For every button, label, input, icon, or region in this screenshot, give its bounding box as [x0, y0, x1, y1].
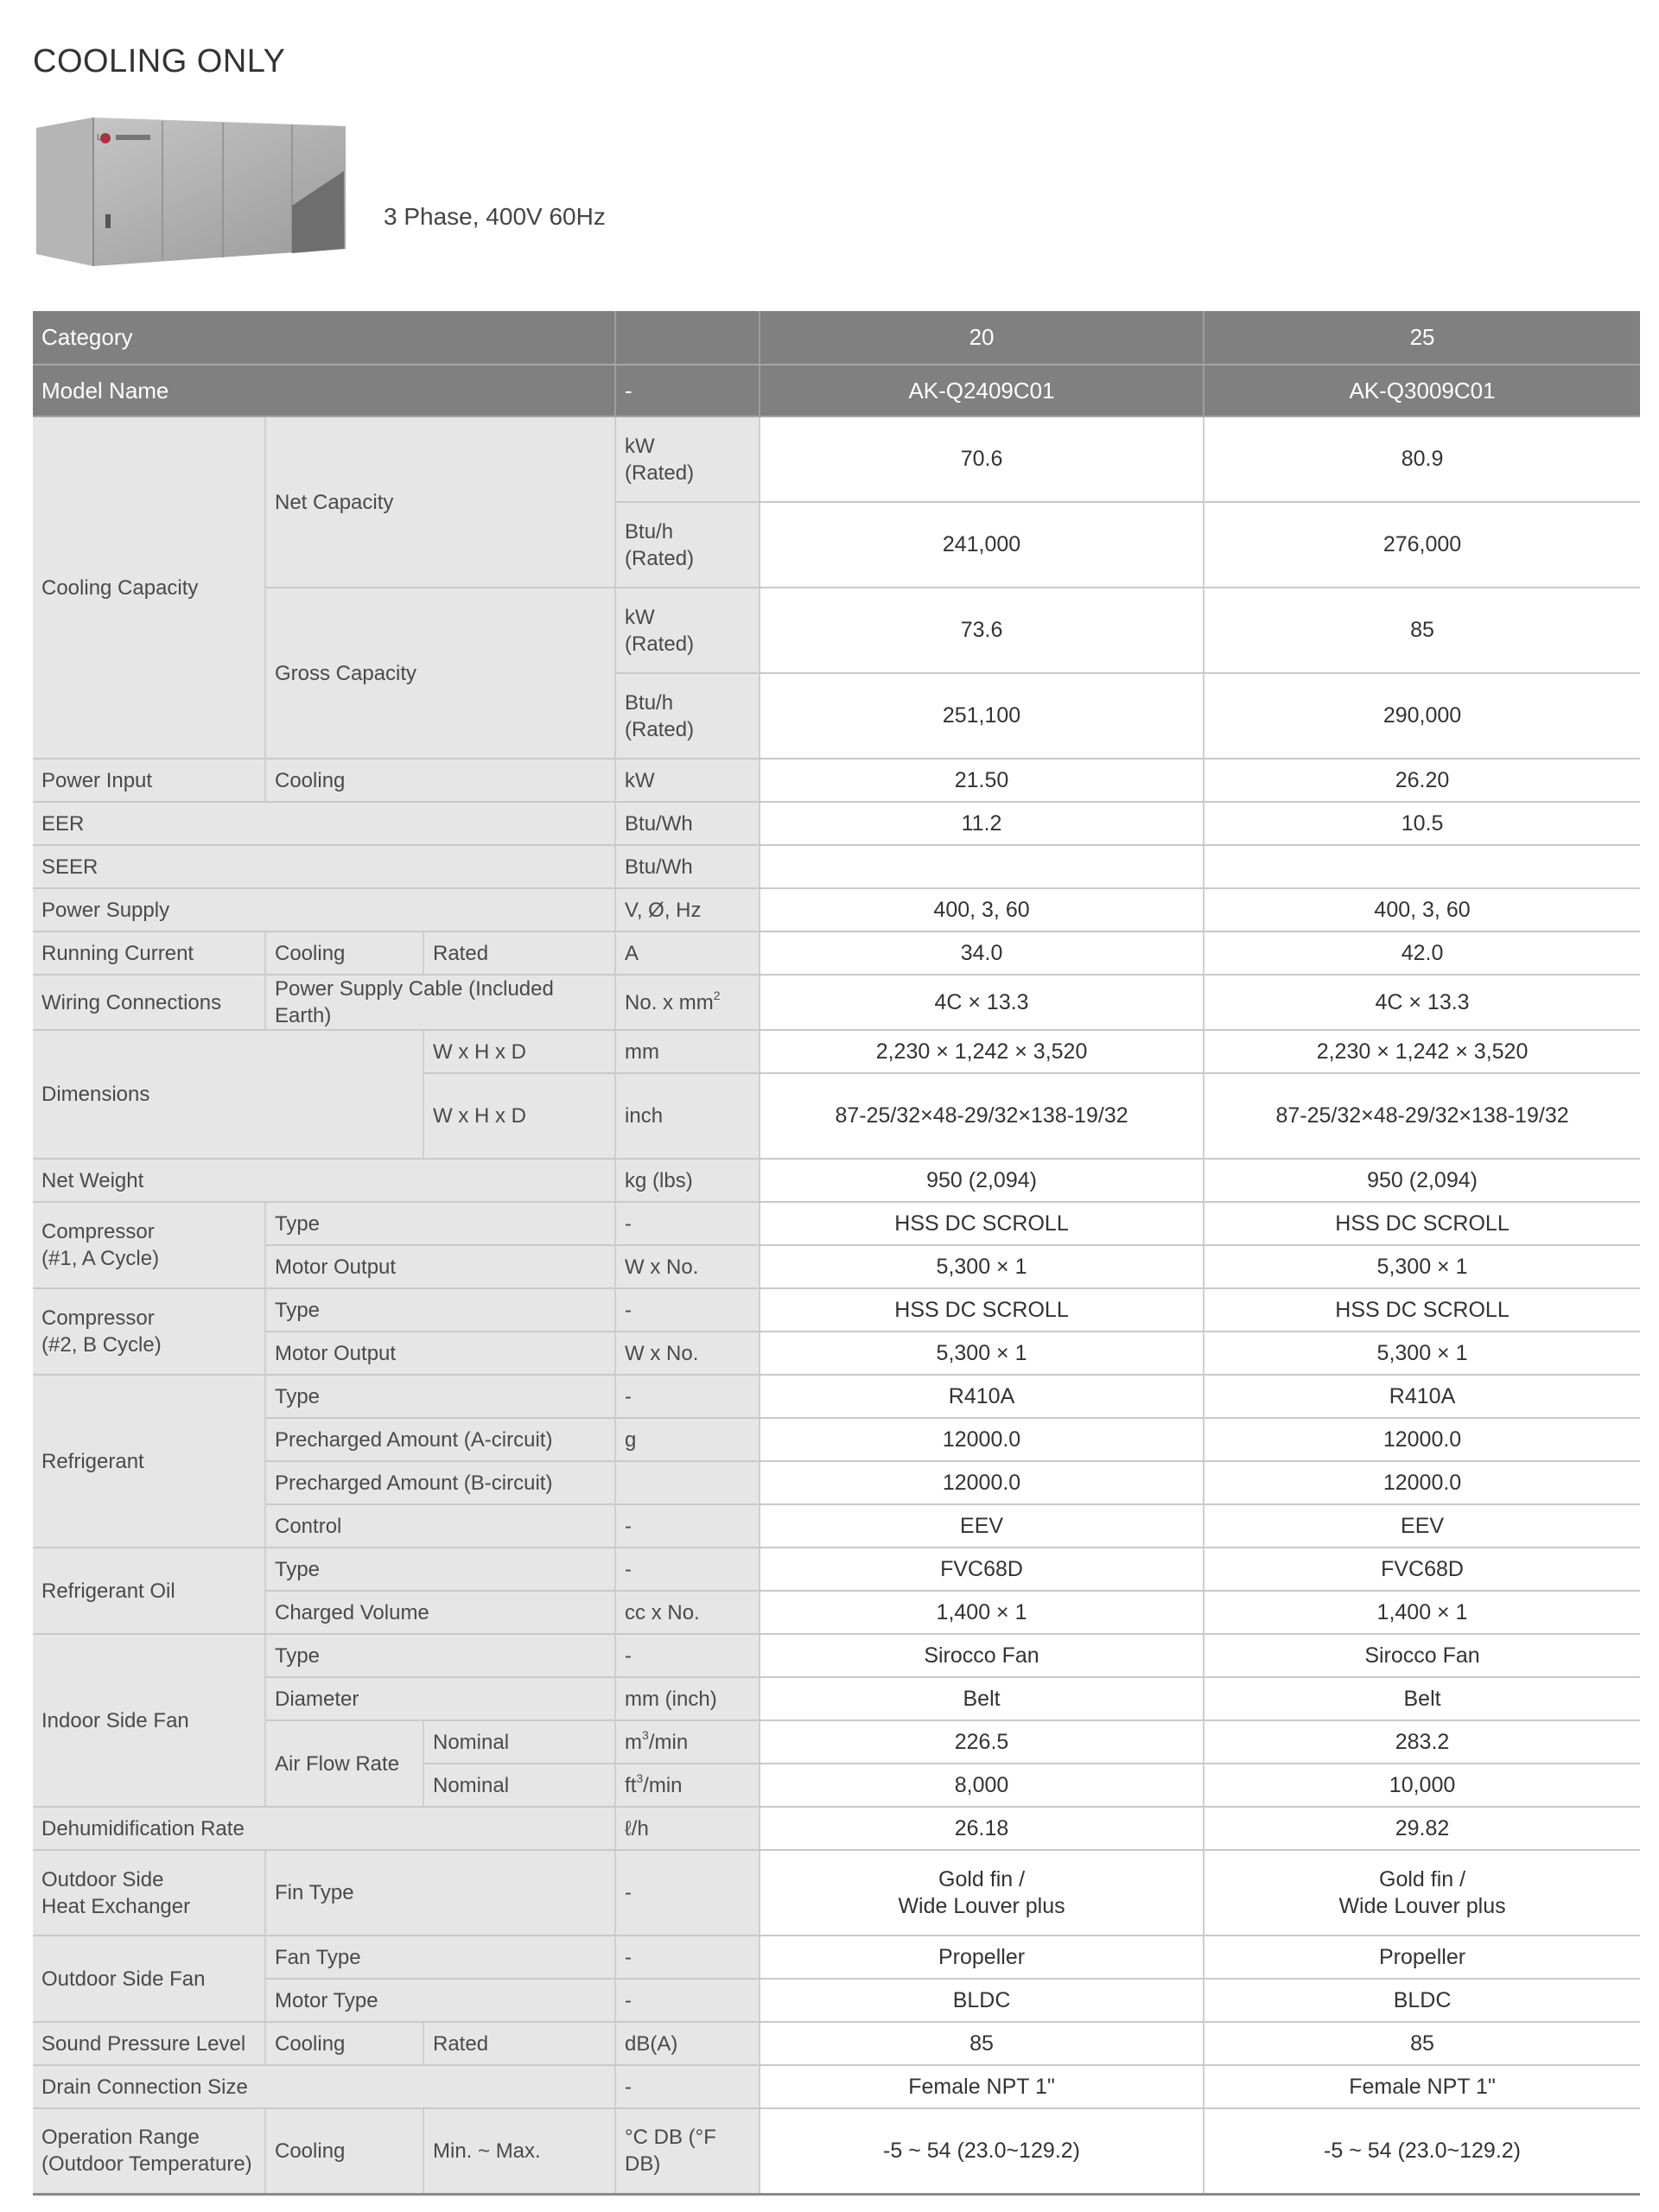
cell: -5 ~ 54 (23.0~129.2): [1204, 2108, 1640, 2194]
row-unit: [615, 1461, 760, 1504]
cell: Gold fin / Wide Louver plus: [1204, 1850, 1640, 1936]
table-row: [33, 802, 1640, 845]
unit-kw: kW (Rated): [615, 588, 760, 673]
row-sub2: Nominal: [423, 1764, 615, 1807]
cell: 12000.0: [760, 1461, 1204, 1504]
row-unit: -: [615, 1634, 760, 1677]
cell: 80.9: [1204, 416, 1640, 502]
row-unit: Btu/Wh: [615, 845, 760, 888]
cell: 290,000: [1204, 673, 1640, 759]
cell: [1204, 845, 1640, 888]
cell: 5,300 × 1: [1204, 1245, 1640, 1288]
cell: 5,300 × 1: [760, 1245, 1204, 1288]
table-row: [33, 1677, 1640, 1720]
row-unit: $ft^3/\min$: [615, 1764, 760, 1807]
row-unit: ℓ/h: [615, 1807, 760, 1850]
row-sub2: Rated: [423, 2022, 615, 2065]
row-unit: g: [615, 1418, 760, 1461]
capacity-25: 25: [1204, 311, 1640, 365]
row-label: Wiring Connections: [33, 975, 265, 1030]
cell: Female NPT 1": [760, 2065, 1204, 2108]
row-unit: $m^3/\min$: [615, 1720, 760, 1764]
cell: 11.2: [760, 802, 1204, 845]
row-label: Dimensions: [33, 1030, 423, 1159]
cell: Belt: [760, 1677, 1204, 1720]
table-row: [33, 1634, 1640, 1677]
row-sub: Cooling: [265, 2108, 423, 2194]
cell: 2,230 × 1,242 × 3,520: [1204, 1030, 1640, 1073]
row-sub: Air Flow Rate: [265, 1720, 423, 1807]
row-sub: Type: [265, 1288, 615, 1332]
cell: 400, 3, 60: [1204, 888, 1640, 931]
row-label: Refrigerant Oil: [33, 1548, 265, 1634]
row-label: Compressor (#2, B Cycle): [33, 1288, 265, 1375]
table-row: [33, 1245, 1640, 1288]
cell: 87-25/32×48-29/32×138-19/32: [760, 1073, 1204, 1159]
cell: 2,230 × 1,242 × 3,520: [760, 1030, 1204, 1073]
table-row: [33, 1720, 1640, 1764]
table-row: [33, 1461, 1640, 1504]
row-label: Power Supply: [33, 888, 615, 931]
row-sub: Motor Output: [265, 1332, 615, 1375]
row-unit: -: [615, 1850, 760, 1936]
cell: 87-25/32×48-29/32×138-19/32: [1204, 1073, 1640, 1159]
power-spec: 3 Phase, 400V 60Hz: [384, 203, 606, 230]
cell: 85: [760, 2022, 1204, 2065]
model-label: Model Name: [33, 365, 615, 416]
row-unit: -: [615, 1936, 760, 1979]
row-sub: W x H x D: [423, 1030, 615, 1073]
row-sub2: Rated: [423, 931, 615, 975]
cell: 1,400 × 1: [1204, 1591, 1640, 1634]
cell: BLDC: [1204, 1979, 1640, 2022]
cell: 251,100: [760, 673, 1204, 759]
cell: R410A: [1204, 1375, 1640, 1418]
table-row: [33, 1332, 1640, 1375]
row-sub: Control: [265, 1504, 615, 1548]
row-unit: dB(A): [615, 2022, 760, 2065]
cell: FVC68D: [1204, 1548, 1640, 1591]
cell: 26.20: [1204, 759, 1640, 802]
cell: 10,000: [1204, 1764, 1640, 1807]
cell: Sirocco Fan: [1204, 1634, 1640, 1677]
cell: 5,300 × 1: [760, 1332, 1204, 1375]
cell: BLDC: [760, 1979, 1204, 2022]
model-2: AK-Q3009C01: [1204, 365, 1640, 416]
cell: 400, 3, 60: [760, 888, 1204, 931]
table-row: [33, 845, 1640, 888]
product-brand: LG: [97, 133, 109, 143]
table-row: [33, 1202, 1640, 1245]
row-sub2: Min. ~ Max.: [423, 2108, 615, 2194]
cell: HSS DC SCROLL: [1204, 1288, 1640, 1332]
row-label: Operation Range (Outdoor Temperature): [33, 2108, 265, 2194]
row-sub: Fin Type: [265, 1850, 615, 1936]
row-sub: Charged Volume: [265, 1591, 615, 1634]
row-unit: A: [615, 931, 760, 975]
table-row: [33, 588, 1640, 673]
rooftop-unit-image: [33, 111, 349, 271]
row-sub: Motor Type: [265, 1979, 615, 2022]
cooling-capacity-label: Cooling Capacity: [33, 416, 265, 759]
cell: 73.6: [760, 588, 1204, 673]
row-label: EER: [33, 802, 615, 845]
table-row: [33, 1030, 1640, 1073]
cell: 21.50: [760, 759, 1204, 802]
row-unit: W x No.: [615, 1332, 760, 1375]
model-unit: -: [615, 365, 760, 416]
row-label: Running Current: [33, 931, 265, 975]
cell: Sirocco Fan: [760, 1634, 1204, 1677]
row-label: SEER: [33, 845, 615, 888]
row-unit: kg (lbs): [615, 1159, 760, 1202]
row-unit: -: [615, 1504, 760, 1548]
table-row: [33, 1936, 1640, 1979]
row-sub: Precharged Amount (A-circuit): [265, 1418, 615, 1461]
row-sub: Fan Type: [265, 1936, 615, 1979]
row-sub: W x H x D: [423, 1073, 615, 1159]
cell: 29.82: [1204, 1807, 1640, 1850]
cell: 8,000: [760, 1764, 1204, 1807]
cell: 1,400 × 1: [760, 1591, 1204, 1634]
row-label: Sound Pressure Level: [33, 2022, 265, 2065]
table-row: [33, 1807, 1640, 1850]
table-row: [33, 1418, 1640, 1461]
row-label: Net Weight: [33, 1159, 615, 1202]
row-unit: V, Ø, Hz: [615, 888, 760, 931]
row-sub: Type: [265, 1634, 615, 1677]
row-sub: Type: [265, 1375, 615, 1418]
cell: Belt: [1204, 1677, 1640, 1720]
row-label: Drain Connection Size: [33, 2065, 615, 2108]
row-unit: -: [615, 1979, 760, 2022]
gross-capacity-label: Gross Capacity: [265, 588, 615, 759]
cell: 4C × 13.3: [1204, 975, 1640, 1030]
table-row: [33, 1288, 1640, 1332]
cell: 12000.0: [1204, 1461, 1640, 1504]
table-row: [33, 416, 1640, 502]
capacity-20: 20: [760, 311, 1204, 365]
cell: Propeller: [1204, 1936, 1640, 1979]
row-unit: °C DB (°F DB): [615, 2108, 760, 2194]
cell: 950 (2,094): [760, 1159, 1204, 1202]
table-row: [33, 975, 1640, 1030]
table-row: [33, 2065, 1640, 2108]
row-unit: kW: [615, 759, 760, 802]
table-row: [33, 1591, 1640, 1634]
cell: HSS DC SCROLL: [760, 1202, 1204, 1245]
row-sub: Precharged Amount (B-circuit): [265, 1461, 615, 1504]
table-row: [33, 1548, 1640, 1591]
row-label: Power Input: [33, 759, 265, 802]
cell: 276,000: [1204, 502, 1640, 588]
row-unit: -: [615, 1288, 760, 1332]
cell: 70.6: [760, 416, 1204, 502]
model-1: AK-Q2409C01: [760, 365, 1204, 416]
net-capacity-label: Net Capacity: [265, 416, 615, 588]
cell: HSS DC SCROLL: [760, 1288, 1204, 1332]
row-label: Outdoor Side Fan: [33, 1936, 265, 2022]
row-label: Indoor Side Fan: [33, 1634, 265, 1807]
table-row: [33, 888, 1640, 931]
row-label: Compressor (#1, A Cycle): [33, 1202, 265, 1288]
cell: EEV: [760, 1504, 1204, 1548]
cell: 85: [1204, 588, 1640, 673]
row-label: Refrigerant: [33, 1375, 265, 1548]
unit-kw: kW (Rated): [615, 416, 760, 502]
cell: 4C × 13.3: [760, 975, 1204, 1030]
cell: 85: [1204, 2022, 1640, 2065]
header-row-category: [33, 311, 1640, 365]
table-row: [33, 1850, 1640, 1936]
row-sub: Diameter: [265, 1677, 615, 1720]
row-sub: Type: [265, 1548, 615, 1591]
table-row: [33, 1979, 1640, 2022]
header-row-model: [33, 365, 1640, 416]
page-title: COOLING ONLY: [33, 43, 286, 79]
row-sub: Power Supply Cable (Included Earth): [265, 975, 615, 1030]
table-row: [33, 2022, 1640, 2065]
table-row: [33, 931, 1640, 975]
row-unit: W x No.: [615, 1245, 760, 1288]
spec-table: [33, 311, 1640, 2196]
row-unit: mm: [615, 1030, 760, 1073]
cell: 5,300 × 1: [1204, 1332, 1640, 1375]
cell: 226.5: [760, 1720, 1204, 1764]
row-sub: Cooling: [265, 931, 423, 975]
row-unit: -: [615, 1375, 760, 1418]
row-unit: -: [615, 1202, 760, 1245]
cell: 950 (2,094): [1204, 1159, 1640, 1202]
row-sub: Cooling: [265, 2022, 423, 2065]
cell: HSS DC SCROLL: [1204, 1202, 1640, 1245]
row-sub: Motor Output: [265, 1245, 615, 1288]
table-row: [33, 2108, 1640, 2194]
cell: 42.0: [1204, 931, 1640, 975]
table-row: [33, 1159, 1640, 1202]
cell: -5 ~ 54 (23.0~129.2): [760, 2108, 1204, 2194]
cell: 12000.0: [760, 1418, 1204, 1461]
cell: 26.18: [760, 1807, 1204, 1850]
cell: 241,000: [760, 502, 1204, 588]
cell: 10.5: [1204, 802, 1640, 845]
row-unit: -: [615, 2065, 760, 2108]
row-unit: -: [615, 1548, 760, 1591]
table-row: [33, 1504, 1640, 1548]
row-unit: inch: [615, 1073, 760, 1159]
cell: Female NPT 1": [1204, 2065, 1640, 2108]
row-unit: cc x No.: [615, 1591, 760, 1634]
cell: Propeller: [760, 1936, 1204, 1979]
cell: 34.0: [760, 931, 1204, 975]
row-unit: No. x $mm^2$: [615, 975, 760, 1030]
row-label: Dehumidification Rate: [33, 1807, 615, 1850]
cell: FVC68D: [760, 1548, 1204, 1591]
row-label: Outdoor Side Heat Exchanger: [33, 1850, 265, 1936]
cell: Gold fin / Wide Louver plus: [760, 1850, 1204, 1936]
table-row: [33, 759, 1640, 802]
cell: EEV: [1204, 1504, 1640, 1548]
category-label: Category: [33, 311, 615, 365]
row-unit: mm (inch): [615, 1677, 760, 1720]
table-row: [33, 1375, 1640, 1418]
cell: 283.2: [1204, 1720, 1640, 1764]
unit-btu: Btu/h (Rated): [615, 673, 760, 759]
row-sub2: Nominal: [423, 1720, 615, 1764]
cell: R410A: [760, 1375, 1204, 1418]
row-sub: Cooling: [265, 759, 615, 802]
cell: 12000.0: [1204, 1418, 1640, 1461]
cell: [760, 845, 1204, 888]
unit-btu: Btu/h (Rated): [615, 502, 760, 588]
row-sub: Type: [265, 1202, 615, 1245]
row-unit: Btu/Wh: [615, 802, 760, 845]
